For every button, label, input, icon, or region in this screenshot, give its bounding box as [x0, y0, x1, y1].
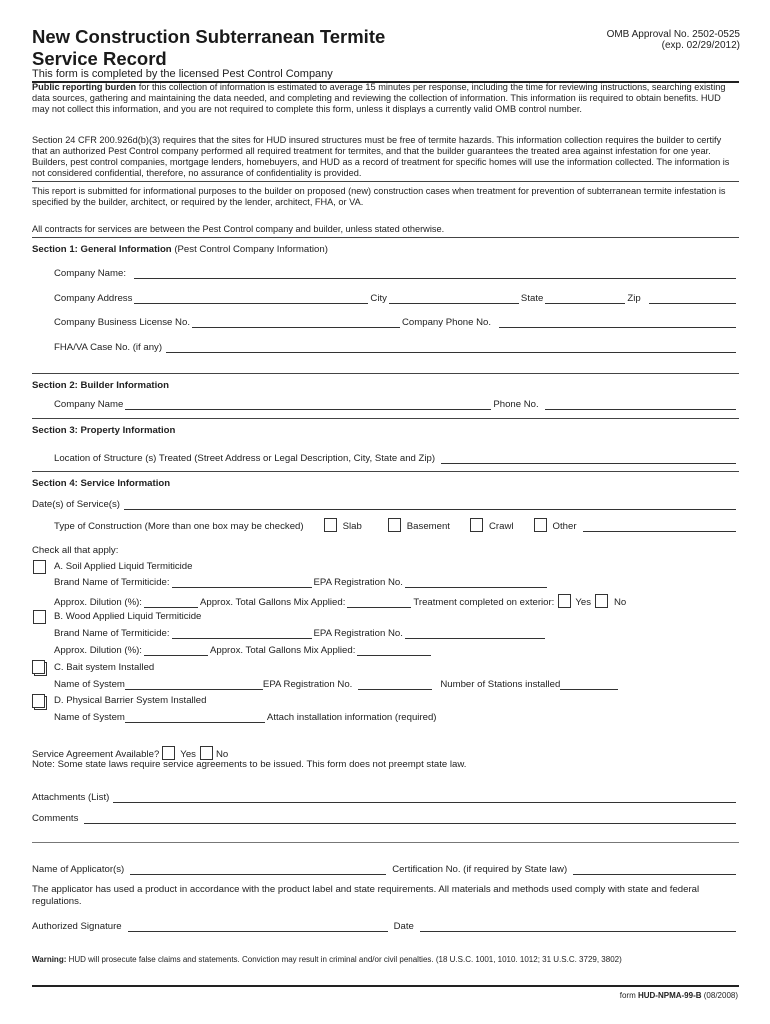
wood-epa-label: EPA Registration No. — [313, 628, 403, 639]
builder-phone-label: Phone No. — [493, 399, 539, 410]
exterior-label: Treatment completed on exterior: — [413, 597, 555, 608]
builder-name-label: Company Name — [54, 399, 124, 410]
soil-dilution-field[interactable] — [144, 599, 198, 608]
agreement-no-checkbox[interactable] — [200, 746, 213, 760]
omb-number: OMB Approval No. 2502-0525 — [606, 29, 740, 40]
section24-statement: Section 24 CFR 200.926d(b)(3) requires that the sites for HUD insured structures must be free of termite hazards. This information collection requires the builder to certify that an authorized Pest Control company performed all required treatment for termites, and that the builder guarantees the treated area against infestation for one year. Builders, pest control companies, mortgage lenders, homebuyers, and HUD as a record of treatment for specific homes will use the information collected. The information is not considered confidential, therefore, no assurance of confidentiality is provided. — [32, 135, 730, 178]
company-phone-field[interactable] — [499, 319, 736, 328]
applicator-field[interactable] — [130, 866, 386, 875]
comments-field[interactable] — [84, 815, 736, 824]
wood-applied-label: B. Wood Applied Liquid Termiticide — [54, 611, 202, 622]
soil-brand-field[interactable] — [172, 579, 312, 588]
company-address-label: Company Address — [54, 293, 133, 304]
wood-dilution-label: Approx. Dilution (%): — [54, 645, 142, 656]
signature-field[interactable] — [128, 923, 388, 932]
certification-label: Certification No. (if required by State law) — [392, 864, 568, 875]
agreement-yes-checkbox[interactable] — [162, 746, 175, 760]
city-field[interactable] — [389, 295, 519, 304]
form-title-line1: New Construction Subterranean Termite — [32, 26, 386, 47]
form-subtitle: This form is completed by the licensed Pest Control Company — [32, 68, 333, 80]
divider — [32, 237, 739, 238]
soil-brand-label: Brand Name of Termiticide: — [54, 577, 170, 588]
burden-text: for this collection of information is estimated to average 15 minutes per response, including the time for reviewing instructions, searching existing data sources, gathering and maintaining the data needed, and completing and reviewing the collection of information. This information iis required to obtain benefits. HUD may not collect this information, and you are not required to complete this form, unless it displays a currently valid OMB control number. — [32, 82, 726, 114]
soil-brand-row — [54, 577, 549, 588]
exterior-no-label: No — [614, 597, 627, 608]
wood-brand-field[interactable] — [172, 630, 312, 639]
signature-row — [32, 921, 738, 932]
contracts-note: All contracts for services are between the Pest Control company and builder, unless stated otherwise. — [32, 224, 445, 234]
wood-applied-checkbox[interactable] — [33, 610, 46, 624]
soil-applied-label: A. Soil Applied Liquid Termiticide — [54, 561, 193, 572]
location-row — [54, 453, 738, 464]
form-title-line2: Service Record — [32, 48, 167, 69]
wood-dilution-row — [54, 645, 433, 656]
bait-system-row — [54, 679, 618, 690]
burden-statement — [32, 82, 738, 115]
exterior-yes-label: Yes — [575, 597, 591, 608]
divider — [32, 418, 739, 419]
form-number — [620, 990, 738, 1002]
warning-label: Warning: — [32, 955, 67, 964]
applicator-label: Name of Applicator(s) — [32, 864, 125, 875]
barrier-system-row — [54, 712, 437, 723]
bait-system-label: C. Bait system Installed — [54, 662, 155, 673]
state-field[interactable] — [545, 295, 625, 304]
license-row — [54, 317, 738, 328]
agreement-note: Note: Some state laws require service agreements to be issued. This form does not preempt state law. — [32, 759, 467, 770]
divider — [32, 373, 739, 374]
omb-expiration: (exp. 02/29/2012) — [661, 40, 740, 51]
stations-label: Number of Stations installed — [440, 679, 561, 690]
wood-epa-field[interactable] — [405, 630, 545, 639]
company-address-field[interactable] — [134, 295, 368, 304]
footer-divider — [32, 985, 739, 987]
zip-label: Zip — [627, 293, 641, 304]
company-name-row — [54, 268, 738, 279]
crawl-label: Crawl — [488, 521, 514, 532]
stations-field[interactable] — [560, 681, 618, 690]
service-agreement-label: Service Agreement Available? — [32, 749, 160, 760]
other-label: Other — [552, 521, 577, 532]
other-checkbox[interactable] — [534, 518, 547, 532]
state-label: State — [520, 293, 544, 304]
service-agreement-row — [32, 746, 228, 760]
basement-label: Basement — [406, 521, 450, 532]
applicator-statement: The applicator has used a product in accordance with the product label and state requirements. All materials and methods used comply with state and federal regulations. — [32, 884, 700, 907]
builder-name-field[interactable] — [125, 401, 491, 410]
builder-phone-field[interactable] — [545, 401, 736, 410]
agreement-yes-label: Yes — [180, 749, 196, 760]
section1-heading: Section 1: General Information — [32, 244, 172, 255]
form-prefix: form — [619, 991, 638, 1000]
bait-name-field[interactable] — [125, 681, 263, 690]
bait-epa-field[interactable] — [358, 681, 432, 690]
section3-title: Section 3: Property Information — [32, 425, 176, 436]
soil-epa-field[interactable] — [405, 579, 547, 588]
zip-field[interactable] — [649, 295, 736, 304]
comments-label: Comments — [32, 813, 79, 824]
wood-dilution-field[interactable] — [144, 647, 208, 656]
attachments-label: Attachments (List) — [32, 792, 110, 803]
other-field[interactable] — [583, 523, 736, 532]
wood-gallons-label: Approx. Total Gallons Mix Applied: — [209, 645, 356, 656]
case-no-row — [54, 342, 738, 353]
comments-row — [32, 813, 738, 824]
date-label: Date — [393, 921, 414, 932]
omb-approval — [607, 29, 740, 51]
company-phone-label: Company Phone No. — [401, 317, 492, 328]
location-field[interactable] — [441, 455, 736, 464]
builder-row — [54, 399, 738, 410]
soil-applied-checkbox[interactable] — [33, 560, 46, 574]
license-label: Company Business License No. — [54, 317, 190, 328]
section1-note: (Pest Control Company Information) — [171, 244, 328, 255]
bait-name-label: Name of System — [54, 679, 125, 690]
exterior-yes-checkbox[interactable] — [558, 594, 571, 608]
soil-epa-label: EPA Registration No. — [313, 577, 403, 588]
wood-brand-row — [54, 628, 547, 639]
warning-text — [32, 954, 622, 966]
soil-dilution-row — [54, 594, 626, 608]
wood-brand-label: Brand Name of Termiticide: — [54, 628, 170, 639]
report-info: This report is submitted for informational purposes to the builder on proposed (new) construction cases when treatment for prevention of subterranean termite infestation is specified by the builder, architect, or required by the lender, architect, FHA, or VA. — [32, 186, 726, 207]
form-title — [32, 26, 385, 70]
soil-dilution-label: Approx. Dilution (%): — [54, 597, 142, 608]
soil-gallons-label: Approx. Total Gallons Mix Applied: — [199, 597, 346, 608]
attach-info-label: Attach installation information (required) — [266, 712, 437, 723]
case-no-field[interactable] — [166, 344, 736, 353]
form-id: HUD-NPMA-99-B — [637, 991, 702, 1000]
bait-epa-label: EPA Registration No. — [262, 679, 353, 690]
dates-field[interactable] — [124, 501, 736, 510]
wood-gallons-field[interactable] — [357, 647, 431, 656]
agreement-no-label: No — [215, 749, 229, 760]
crawl-checkbox[interactable] — [470, 518, 483, 532]
attachments-row — [32, 792, 738, 803]
basement-checkbox[interactable] — [388, 518, 401, 532]
check-all-label: Check all that apply: — [32, 545, 119, 556]
divider — [32, 471, 739, 472]
physical-barrier-label: D. Physical Barrier System Installed — [54, 695, 207, 706]
construction-type-row — [54, 518, 738, 532]
slab-checkbox[interactable] — [324, 518, 337, 532]
bait-system-checkbox[interactable] — [32, 660, 45, 674]
company-address-row — [54, 293, 738, 304]
construction-type-label: Type of Construction (More than one box may be checked) — [54, 521, 304, 532]
certification-field[interactable] — [573, 866, 736, 875]
slab-label: Slab — [342, 521, 362, 532]
soil-gallons-field[interactable] — [347, 599, 411, 608]
applicator-row — [32, 864, 738, 875]
physical-barrier-checkbox[interactable] — [32, 694, 45, 708]
warning-body: HUD will prosecute false claims and statements. Conviction may result in criminal and/or civil penalties. (18 U.S.C. 1001, 1010. 1012; 31 U.S.C. 3729, 3802) — [66, 955, 622, 964]
comments-extra-line[interactable] — [32, 842, 739, 843]
section1-title — [32, 244, 328, 256]
section2-title: Section 2: Builder Information — [32, 380, 169, 391]
signature-label: Authorized Signature — [32, 921, 122, 932]
burden-lead: Public reporting burden — [32, 82, 137, 92]
company-name-label: Company Name: — [54, 268, 126, 279]
divider — [32, 181, 739, 182]
case-no-label: FHA/VA Case No. (if any) — [54, 342, 163, 353]
date-field[interactable] — [420, 923, 736, 932]
dates-label: Date(s) of Service(s) — [32, 499, 120, 510]
attachments-field[interactable] — [113, 794, 736, 803]
barrier-name-field[interactable] — [125, 714, 265, 723]
barrier-name-label: Name of System — [54, 712, 125, 723]
exterior-no-checkbox[interactable] — [595, 594, 608, 608]
dates-row — [32, 499, 738, 510]
location-label: Location of Structure (s) Treated (Street Address or Legal Description, City, State and Zip) — [54, 453, 436, 464]
company-name-field[interactable] — [134, 270, 736, 279]
form-date: (08/2008) — [701, 991, 738, 1000]
city-label: City — [370, 293, 387, 304]
section4-title: Section 4: Service Information — [32, 478, 171, 489]
license-field[interactable] — [192, 319, 400, 328]
